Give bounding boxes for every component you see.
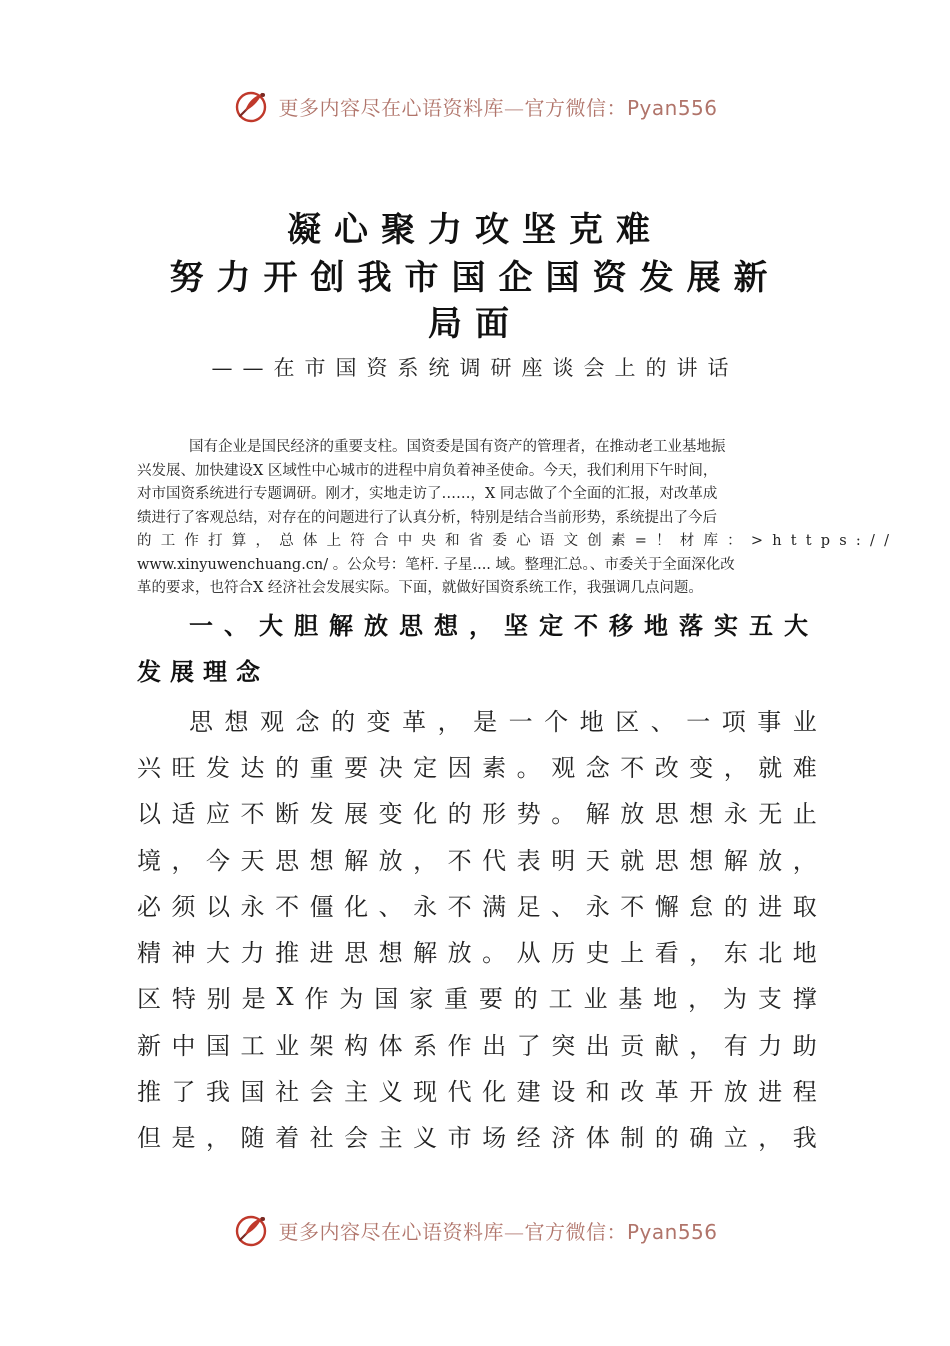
quill-logo-icon xyxy=(232,1210,272,1250)
banner-separator: — xyxy=(503,1219,525,1244)
banner-text xyxy=(278,1216,717,1245)
body-line: 兴 旺 发 达 的 重 要 决 定 因 素 。 观 念 不 改 变 ， 就 难 xyxy=(137,753,817,782)
section-heading-line-2: 发展理念 xyxy=(137,657,269,686)
body-line: 精 神 大 力 推 进 思 想 解 放 。 从 历 史 上 看 ， 东 北 地 xyxy=(137,939,817,968)
section-body xyxy=(137,696,817,1159)
banner-contact-label: 官方微信： xyxy=(524,95,627,120)
intro-line: 的工作打算，总体上符合中央和省委心语文创素=！材库：>https:// xyxy=(137,533,899,549)
banner-slogan: 更多内容尽在心语资料库 xyxy=(278,95,504,120)
title-line-3: 局面 xyxy=(428,304,522,344)
banner-text xyxy=(278,92,717,121)
body-line: 区 特 别 是 X 作 为 国 家 重 要 的 工 业 基 地 ， 为 支 撑 xyxy=(137,982,817,1014)
banner-separator: — xyxy=(503,95,525,120)
subtitle: ——在市国资系统调研座谈会上的讲话 xyxy=(211,356,739,380)
banner-slogan: 更多内容尽在心语资料库 xyxy=(278,1219,504,1244)
body-line: 思 想 观 念 的 变 革 ， 是 一 个 地 区 、 一 项 事 业 xyxy=(189,707,817,736)
body-line: 以 适 应 不 断 发 展 变 化 的 形 势 。 解 放 思 想 永 无 止 xyxy=(137,800,817,829)
title-line-1: 凝心聚力攻坚克难 xyxy=(287,210,663,250)
intro-line: 革的要求，也符合X 经济社会发展实际。下面，就做好国资系统工作，我强调几点问题。 xyxy=(137,580,703,596)
footer-banner xyxy=(0,1208,950,1252)
banner-contact-id: Pyan556 xyxy=(626,1219,718,1244)
intro-paragraph xyxy=(137,436,899,601)
body-line: 新 中 国 工 业 架 构 体 系 作 出 了 突 出 贡 献 ， 有 力 助 xyxy=(137,1031,817,1060)
intro-line: 对市国资系统进行专题调研。刚才，实地走访了……，X 同志做了个全面的汇报，对改革成 xyxy=(137,486,718,502)
title-line-2: 努力开创我市国企国资发展新 xyxy=(169,258,781,298)
body-line: 境 ， 今 天 思 想 解 放 ， 不 代 表 明 天 就 思 想 解 放 ， xyxy=(137,846,817,875)
section-heading-line-1: 一、大胆解放思想，坚定不移地落实五大 xyxy=(189,611,817,640)
quill-logo-icon xyxy=(232,86,272,126)
body-line: 但 是 ， 随 着 社 会 主 义 市 场 经 济 体 制 的 确 立 ， 我 xyxy=(137,1124,817,1153)
body-line: 必 须 以 永 不 僵 化 、 永 不 满 足 、 永 不 懈 怠 的 进 取 xyxy=(137,892,817,921)
intro-line: www.xinyuwenchuang.cn/ 。公众号：笔杆. 子星.... 域。整理汇总。、市委关于全面深化改 xyxy=(137,556,735,573)
intro-line: 兴发展、加快建设X 区域性中心城市的进程中肩负着神圣使命。今天，我们利用下午时间， xyxy=(137,462,718,479)
banner-contact-id: Pyan556 xyxy=(626,95,718,120)
intro-line: 国有企业是国民经济的重要支柱。国资委是国有资产的管理者，在推动老工业基地振 xyxy=(189,439,726,455)
body-line: 推 了 我 国 社 会 主 义 现 代 化 建 设 和 改 革 开 放 进 程 xyxy=(137,1078,817,1107)
header-banner xyxy=(0,84,950,128)
intro-line: 绩进行了客观总结，对存在的问题进行了认真分析，特别是结合当前形势，系统提出了今后 xyxy=(137,509,717,526)
banner-contact-label: 官方微信： xyxy=(524,1219,627,1244)
